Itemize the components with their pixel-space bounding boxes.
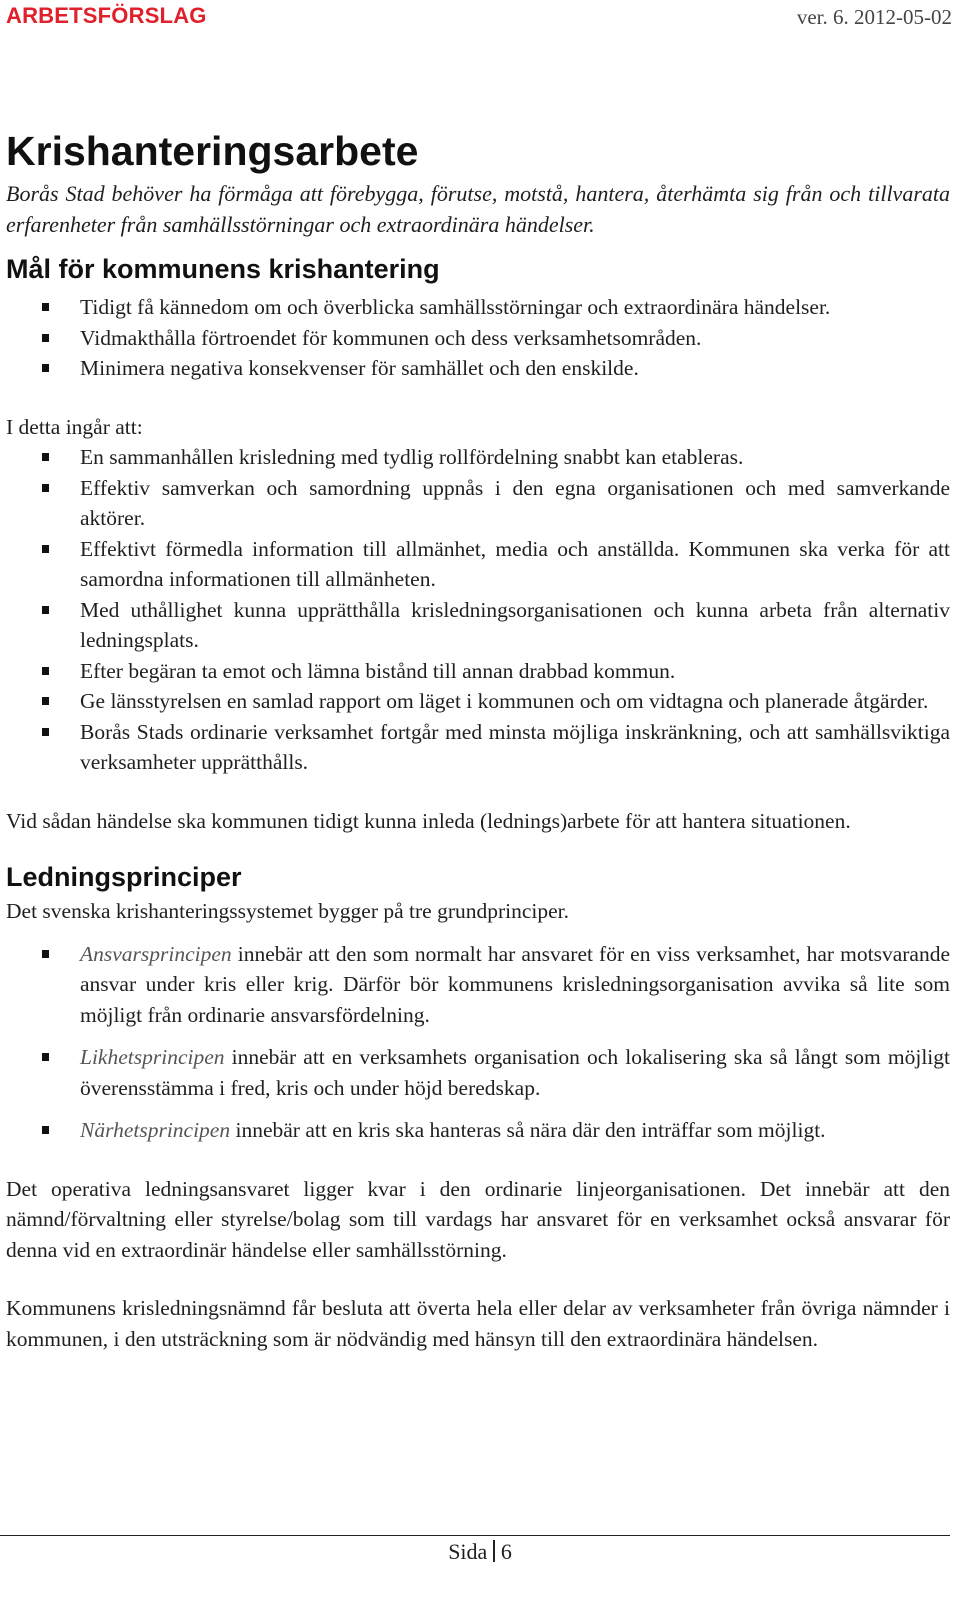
page-footer [0, 1539, 960, 1565]
page-title: Krishanteringsarbete [6, 128, 419, 174]
page-number: 6 [500, 1539, 512, 1564]
principle-text: innebär att den som normalt har ansvaret för en viss verksamhet, har motsvarande ansvar under kris eller krig. Därför bör kommunens krisledningsorganisation avvika så lite som möjligt från ordinarie ansvarsfördelning. [80, 941, 950, 1027]
principle-term: Ansvarsprincipen [80, 941, 232, 966]
lead-paragraph: Borås Stad behöver ha förmåga att förebygga, förutse, motstå, hantera, återhämta sig från och tillvarata erfarenheter från samhällsstörningar och extraordinära händelser. [6, 181, 950, 237]
includes-intro: I detta ingår att: [6, 414, 143, 439]
list-item: Ge länsstyrelsen en samlad rapport om läget i kommunen och om vidtagna och planerade åtgärder. [6, 686, 950, 717]
list-item: Vidmakthålla förtroendet för kommunen och dess verksamhetsområden. [6, 323, 950, 354]
principle-item [6, 1115, 950, 1146]
principles-heading: Ledningsprinciper [6, 862, 242, 892]
version-date: ver. 6. 2012-05-02 [796, 5, 952, 29]
committee-paragraph: Kommunens krisledningsnämnd får besluta att överta hela eller delar av verksamheter från övriga nämnder i kommunen, i den utsträckning som är nödvändig med hänsyn till den extraordinära händelsen. [6, 1296, 950, 1351]
event-paragraph: Vid sådan händelse ska kommunen tidigt kunna inleda (lednings)arbete för att hantera situationen. [6, 808, 851, 833]
list-item: Effektiv samverkan och samordning uppnås i den egna organisationen och med samverkande aktörer. [6, 473, 950, 534]
list-item: Effektivt förmedla information till allmänhet, media och anställda. Kommunen ska verka för att samordna informationen till allmänheten. [6, 534, 950, 595]
principle-text: innebär att en verksamhets organisation och lokalisering ska så långt som möjligt överensstämma i fred, kris och under höjd beredskap. [80, 1045, 950, 1100]
principle-item [6, 939, 950, 1031]
document-body [6, 128, 950, 1354]
list-item: Efter begäran ta emot och lämna bistånd till annan drabbad kommun. [6, 656, 950, 687]
principle-term: Närhetsprincipen [80, 1118, 231, 1142]
principle-item [6, 1042, 950, 1103]
list-item: En sammanhållen krisledning med tydlig rollfördelning snabbt kan etableras. [6, 442, 950, 473]
page-separator [493, 1540, 495, 1562]
principle-term: Likhetsprincipen [80, 1045, 225, 1069]
operative-paragraph: Det operativa ledningsansvaret ligger kvar i den ordinarie linjeorganisationen. Det innebär att den nämnd/förvaltning eller styrelse/bolag som till vardags har ansvaret för en verksamhet också ansvarar för denna vid en extraordinär händelse eller samhällsstörning. [6, 1176, 950, 1262]
principles-intro: Det svenska krishanteringssystemet bygger på tre grundprinciper. [6, 899, 570, 923]
goals-list [6, 292, 950, 384]
principles-list [6, 939, 950, 1146]
footer-divider [0, 1535, 950, 1536]
draft-status-label: ARBETSFÖRSLAG [6, 3, 207, 28]
list-item: Med uthållighet kunna upprätthålla krisledningsorganisationen och kunna arbeta från alternativ ledningsplats. [6, 595, 950, 656]
goals-heading: Mål för kommunens krishantering [6, 254, 440, 284]
list-item: Minimera negativa konsekvenser för samhället och den enskilde. [6, 353, 950, 384]
includes-list [6, 442, 950, 778]
list-item: Borås Stads ordinarie verksamhet fortgår med minsta möjliga inskränkning, och att samhällsviktiga verksamheter upprätthålls. [6, 717, 950, 778]
page-label: Sida [448, 1539, 488, 1564]
principle-text: innebär att en kris ska hanteras så nära där den inträffar som möjligt. [230, 1118, 826, 1142]
list-item: Tidigt få kännedom om och överblicka samhällsstörningar och extraordinära händelser. [6, 292, 950, 323]
